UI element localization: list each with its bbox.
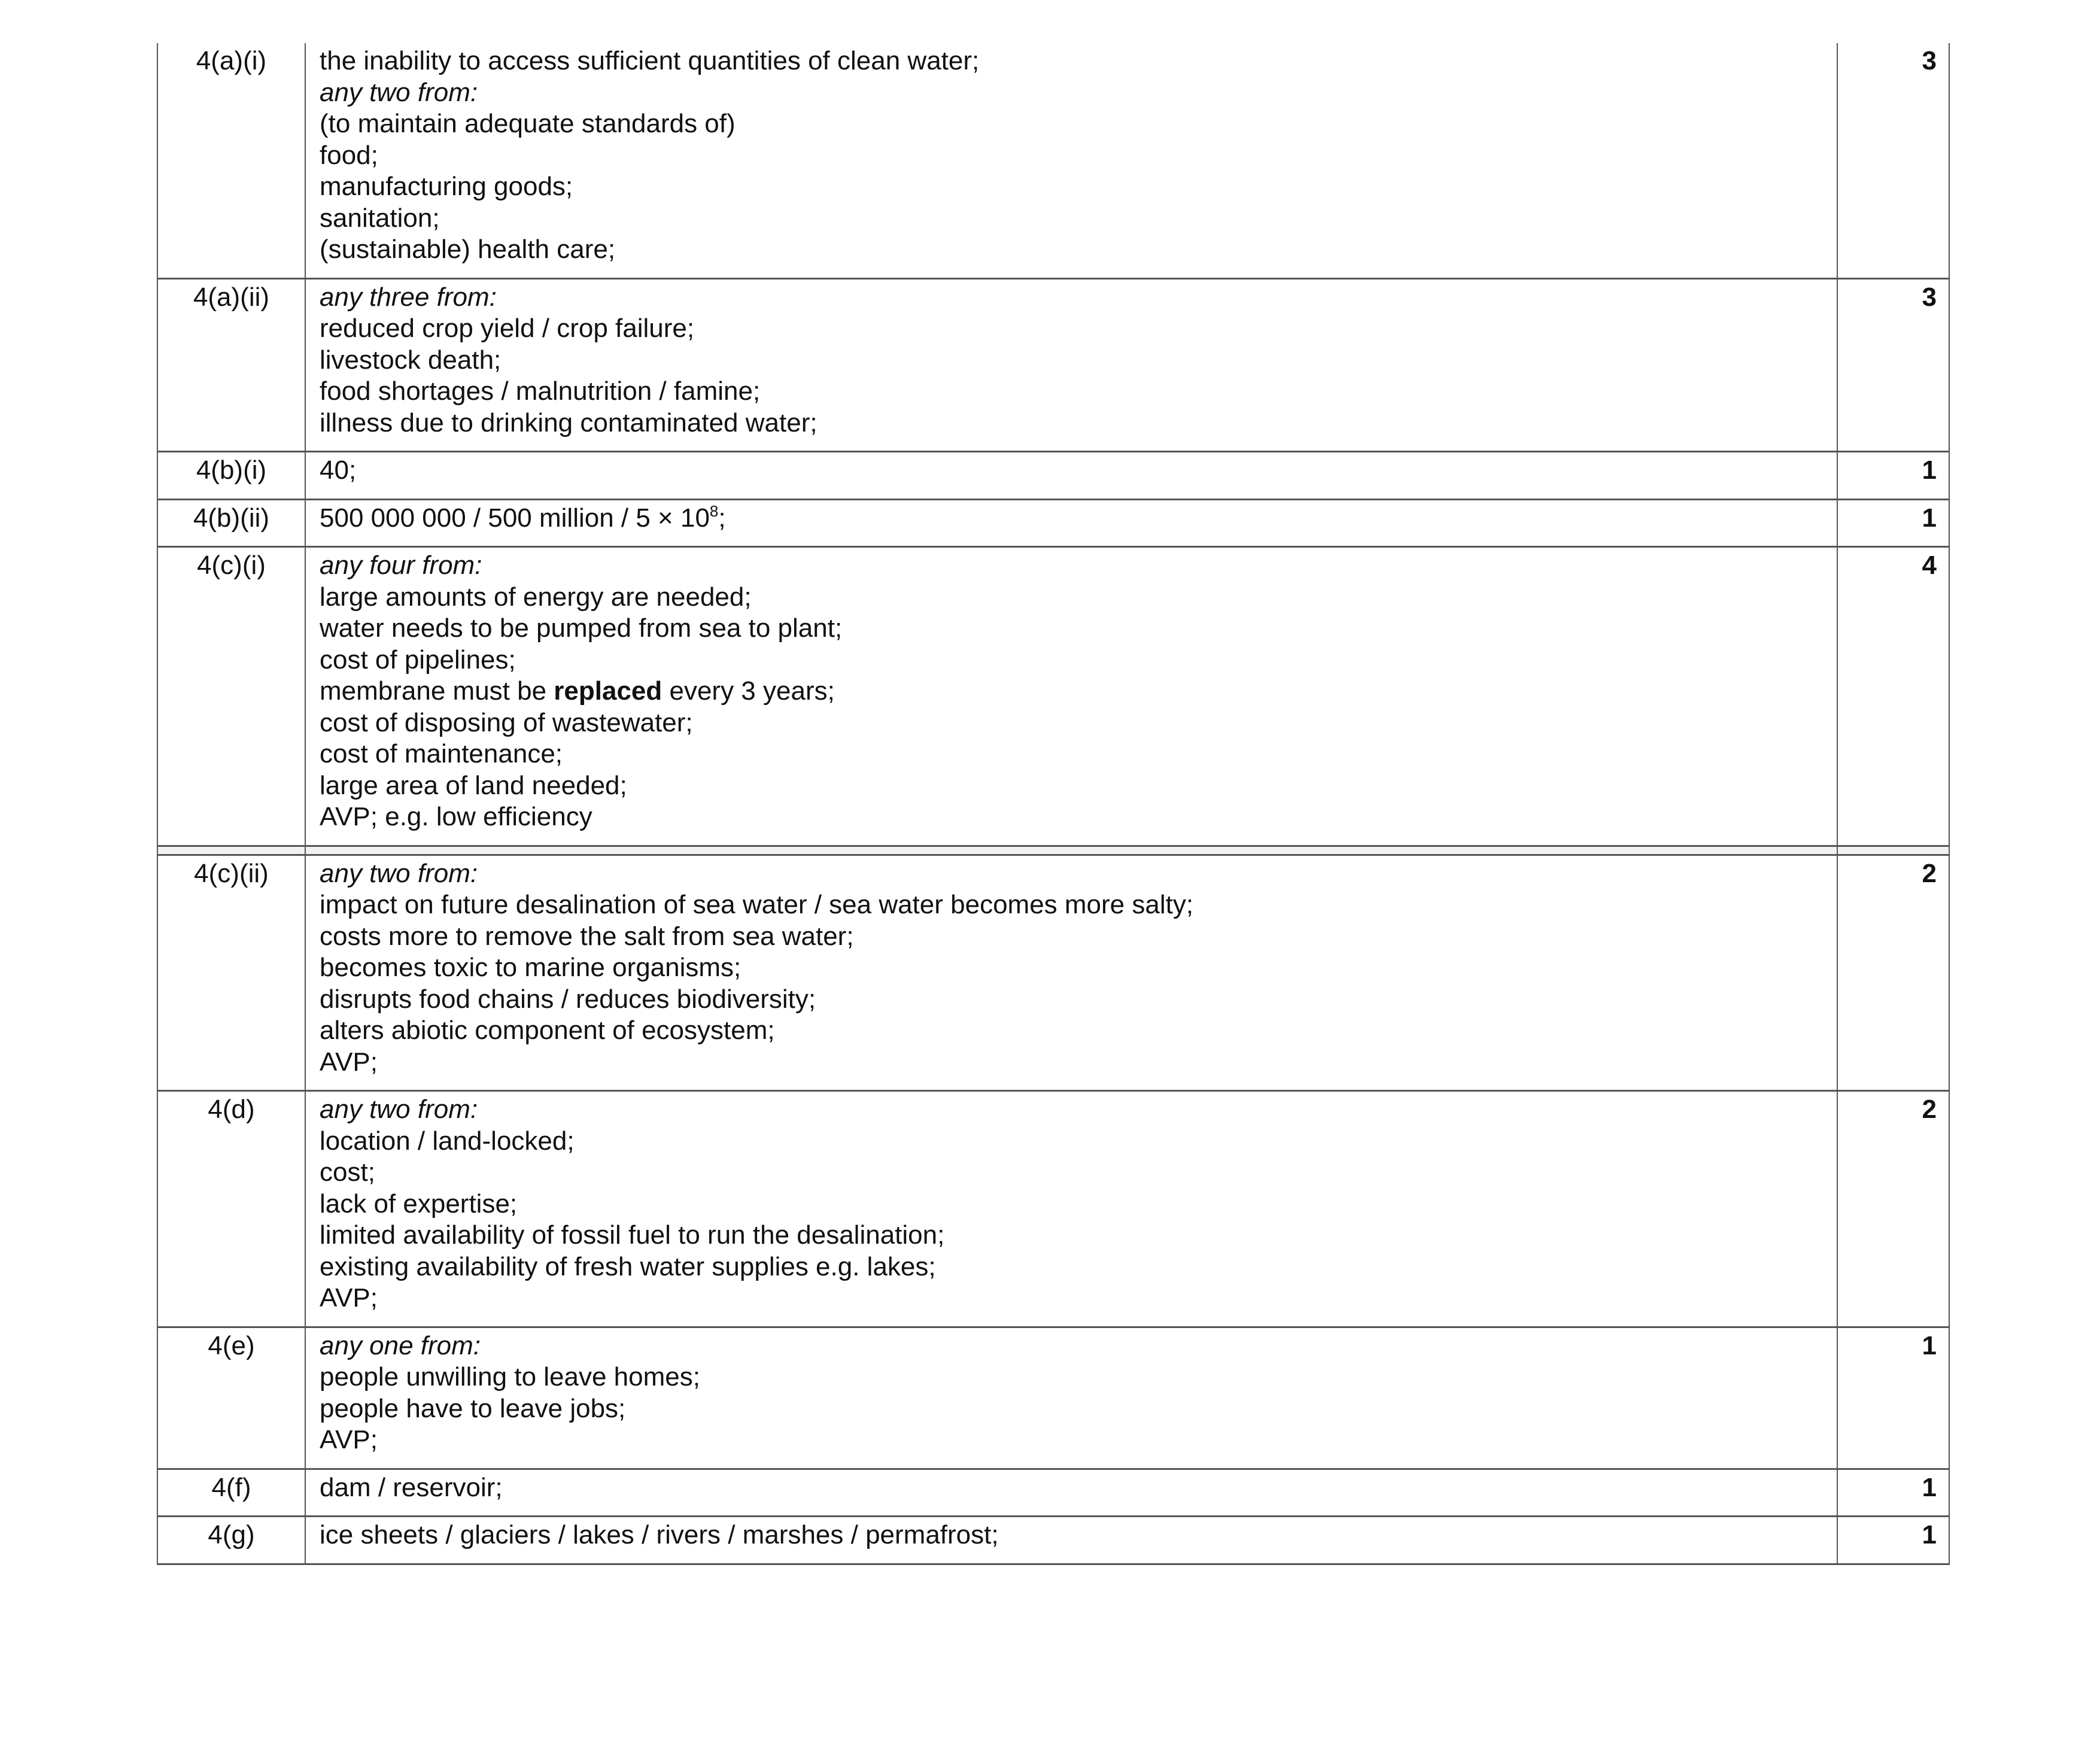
answer-line: disrupts food chains / reduces biodiversity; [320,984,816,1014]
answer-line: becomes toxic to marine organisms; [320,953,741,982]
page-break-divider [157,846,1949,855]
answer-line [320,676,1825,707]
question-number: 4(a)(i) [157,43,305,278]
answer-line: people have to leave jobs; [320,1393,626,1423]
answer-line: cost; [320,1157,375,1187]
answer-cell [305,855,1837,1091]
marks-value: 1 [1837,1517,1949,1564]
answer-cell [305,452,1837,500]
answer-line: illness due to drinking contaminated water; [320,408,817,437]
answer-line: location / land-locked; [320,1126,575,1156]
table-row [157,547,1949,846]
question-number: 4(g) [157,1517,305,1564]
exponent: 8 [709,502,719,520]
divider-cell [157,846,305,855]
emphasis-text: replaced [554,676,662,706]
answer-text: every 3 years; [662,676,835,706]
marks-value: 3 [1837,278,1949,452]
answer-line: ice sheets / glaciers / lakes / rivers / marshes / permafrost; [320,1520,999,1549]
answer-line: (to maintain adequate standards of) [320,109,736,138]
marks-value: 2 [1837,1091,1949,1327]
answer-line: sanitation; [320,203,440,233]
answer-cell [305,43,1837,278]
table-row [157,499,1949,547]
answer-line: impact on future desalination of sea water / sea water becomes more salty; [320,890,1194,919]
table-row [157,452,1949,500]
answer-line: reduced crop yield / crop failure; [320,314,695,343]
question-number: 4(b)(i) [157,452,305,500]
table-row [157,1469,1949,1517]
mark-scheme-table [157,43,1950,1565]
answer-instruction: any two from: [320,1095,478,1124]
marks-value: 1 [1837,1327,1949,1469]
divider-cell [1837,846,1949,855]
marks-value: 1 [1837,1469,1949,1517]
answer-cell [305,1469,1837,1517]
answer-text: membrane must be [320,676,554,706]
question-number: 4(b)(ii) [157,499,305,547]
answer-text: 500 000 000 / 500 million / 5 × 10 [320,503,710,533]
answer-line: manufacturing goods; [320,172,573,201]
answer-line: livestock death; [320,345,502,375]
answer-text-end: ; [718,503,726,533]
answer-cell [305,278,1837,452]
answer-instruction: any three from: [320,282,497,312]
answer-line: costs more to remove the salt from sea water; [320,921,854,951]
marks-value: 4 [1837,547,1949,846]
answer-instruction: any one from: [320,1330,481,1360]
answer-line: people unwilling to leave homes; [320,1362,700,1391]
answer-line: AVP; [320,1425,378,1454]
answer-line: large area of land needed; [320,770,627,800]
answer-line: existing availability of fresh water supplies e.g. lakes; [320,1251,936,1281]
answer-line: food; [320,140,378,170]
answer-line: dam / reservoir; [320,1472,503,1502]
answer-line: cost of maintenance; [320,739,563,768]
answer-instruction: any four from: [320,551,482,580]
answer-cell [305,547,1837,846]
answer-line: alters abiotic component of ecosystem; [320,1016,775,1045]
answer-line: limited availability of fossil fuel to run the desalination; [320,1220,945,1250]
answer-line: lack of expertise; [320,1189,518,1219]
answer-line [320,503,1825,534]
table-row [157,1517,1949,1564]
answer-cell [305,1091,1837,1327]
table-row [157,855,1949,1091]
answer-line: (sustainable) health care; [320,235,616,264]
answer-line: 40; [320,455,357,485]
answer-line: large amounts of energy are needed; [320,582,752,612]
answer-line: AVP; [320,1283,378,1312]
table-row [157,43,1949,278]
answer-line: cost of pipelines; [320,645,516,674]
answer-line: the inability to access sufficient quantities of clean water; [320,46,980,75]
table-row [157,1327,1949,1469]
answer-line: food shortages / malnutrition / famine; [320,376,761,406]
answer-line: AVP; [320,1047,378,1077]
question-number: 4(a)(ii) [157,278,305,452]
answer-cell [305,1327,1837,1469]
question-number: 4(c)(i) [157,547,305,846]
question-number: 4(d) [157,1091,305,1327]
marks-value: 3 [1837,43,1949,278]
marks-value: 2 [1837,855,1949,1091]
marks-value: 1 [1837,499,1949,547]
marks-value: 1 [1837,452,1949,500]
answer-cell [305,499,1837,547]
table-row [157,1091,1949,1327]
divider-cell [305,846,1837,855]
answer-instruction: any two from: [320,77,478,107]
answer-line: cost of disposing of wastewater; [320,707,693,737]
answer-instruction: any two from: [320,858,478,888]
answer-line: water needs to be pumped from sea to plant; [320,613,843,643]
question-number: 4(e) [157,1327,305,1469]
question-number: 4(f) [157,1469,305,1517]
table-row [157,278,1949,452]
answer-cell [305,1517,1837,1564]
question-number: 4(c)(ii) [157,855,305,1091]
answer-line: AVP; e.g. low efficiency [320,802,592,831]
